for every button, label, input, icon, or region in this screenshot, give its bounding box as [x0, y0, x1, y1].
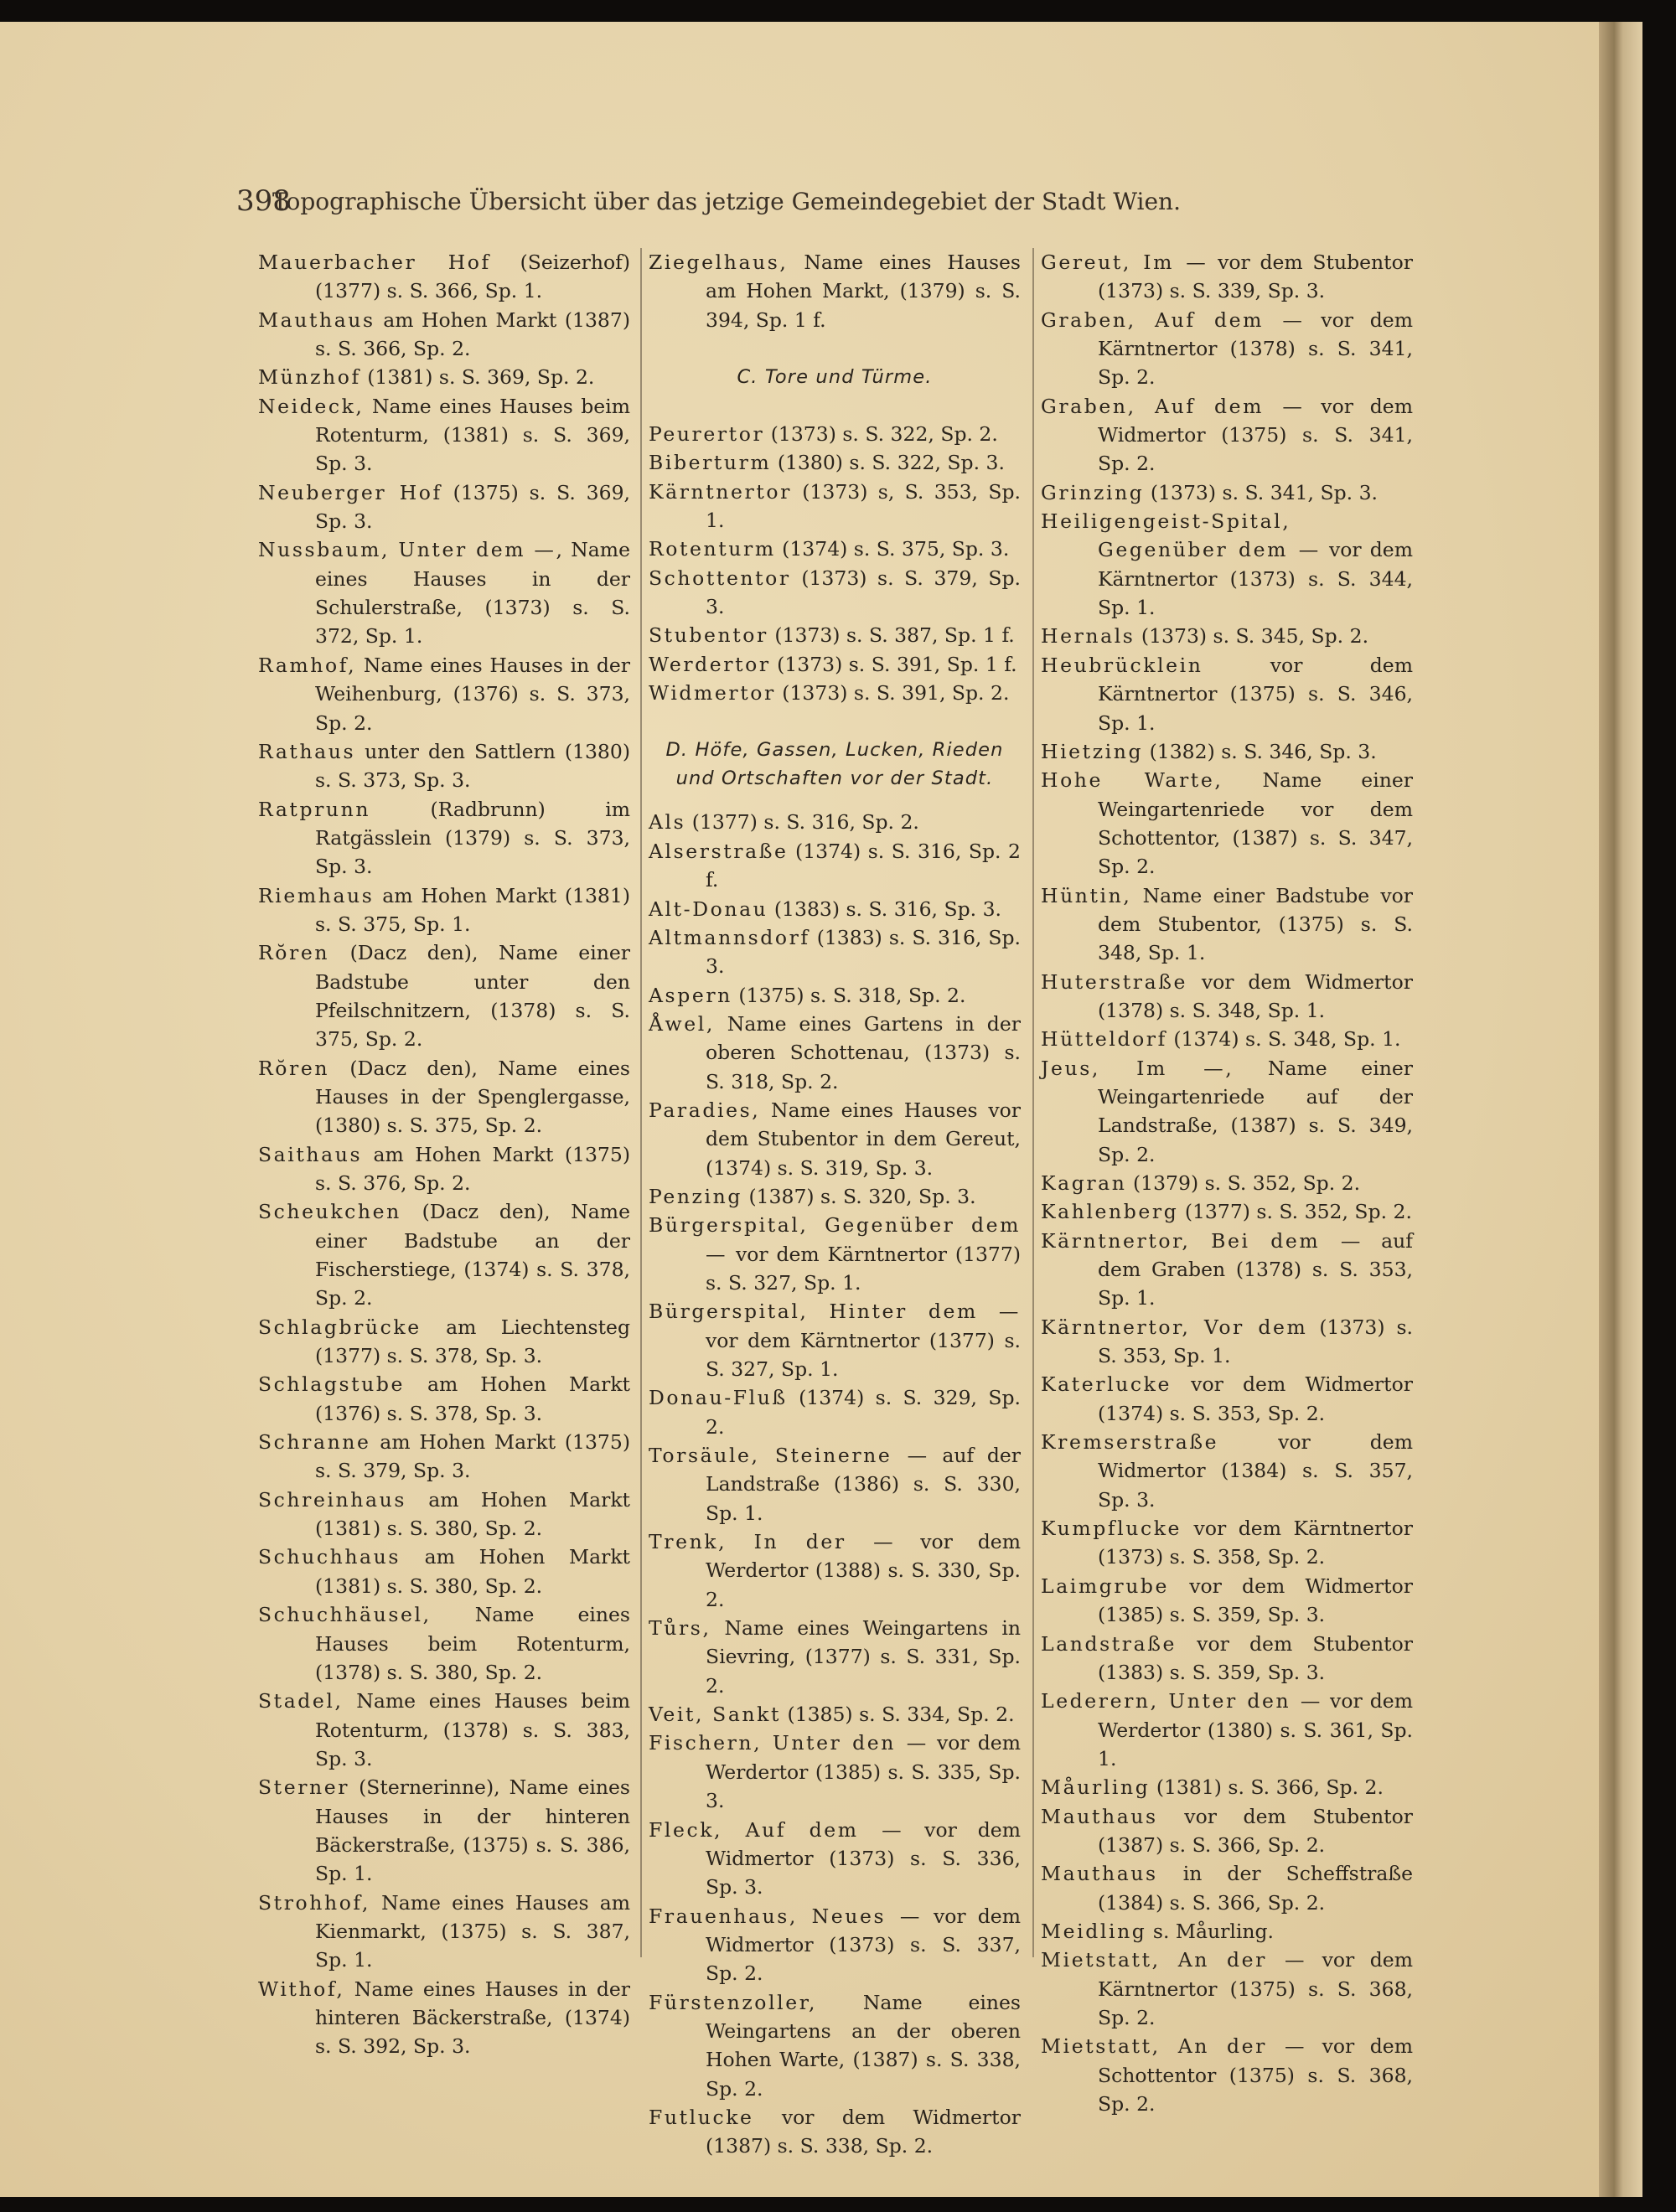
index-entry: [258, 1428, 630, 1486]
entry-headword: Scheukchen: [258, 1200, 401, 1224]
entry-headword: Saithaus: [258, 1142, 363, 1166]
entry-text: am Hohen Markt (1387) s. S. 366, Sp. 2.: [315, 308, 630, 361]
entry-text: vor dem Widmertor (1375) s. S. 341, Sp. 2.: [1098, 394, 1413, 476]
index-entry: [1041, 651, 1413, 737]
entry-headword: Jeus, Im —,: [1041, 1056, 1234, 1080]
entry-text: (1381) s. S. 366, Sp. 2.: [1150, 1775, 1384, 1800]
entry-text: Name eines Hauses in der Weihenburg, (1376) s. S. 373, Sp. 2.: [315, 653, 630, 735]
index-entry: [1041, 1859, 1413, 1917]
index-entry: [258, 392, 630, 478]
index-entry: [649, 1614, 1021, 1700]
entry-text: vor dem Werdertor (1385) s. S. 335, Sp. 3.: [706, 1731, 1021, 1813]
index-entry: [649, 420, 1021, 448]
entry-text: vor dem Widmertor (1384) s. S. 357, Sp. 3.: [1098, 1430, 1413, 1512]
index-entry: [649, 1527, 1021, 1614]
entry-headword: Fleck, Auf dem —: [649, 1817, 904, 1842]
entry-headword: Rŏren: [258, 1056, 330, 1080]
entry-headword: Katerlucke: [1041, 1372, 1172, 1397]
entry-headword: Kagran: [1041, 1171, 1127, 1195]
entry-text: vor dem Kärntnertor (1377) s. S. 327, Sp. 1.: [706, 1328, 1021, 1381]
entry-headword: Hohe Warte,: [1041, 768, 1223, 793]
index-entry: [1041, 968, 1413, 1026]
entry-headword: Withof,: [258, 1977, 345, 2001]
column-3: [1041, 248, 1413, 2118]
index-entry: [649, 808, 1021, 836]
entry-headword: Tůrs,: [649, 1616, 711, 1641]
spacer: [649, 793, 1021, 808]
index-entry: [258, 1054, 630, 1140]
index-entry: [258, 248, 630, 306]
entry-headword: Alserstraße: [649, 839, 789, 863]
entry-headword: Alt-Donau: [649, 897, 768, 921]
entry-text: vor dem Schottentor (1375) s. S. 368, Sp. 2.: [1098, 2034, 1413, 2116]
index-entry: [1041, 766, 1413, 881]
index-entry: [1041, 881, 1413, 968]
entry-text: vor dem Kärntnertor (1373) s. S. 358, Sp. 2.: [1098, 1517, 1413, 1569]
entry-text: (1373) s. S. 391, Sp. 1 f.: [770, 652, 1017, 676]
entry-list: [1041, 248, 1413, 2118]
entry-text: (1380) s. S. 322, Sp. 3.: [771, 451, 1005, 475]
spacer: [649, 391, 1021, 420]
index-entry: [1041, 622, 1413, 650]
entry-headword: Ziegelhaus,: [649, 251, 789, 274]
index-entry: [258, 881, 630, 939]
section-title-d: D. Höfe, Gassen, Lucken, Rieden und Ortschaften vor der Stadt.: [665, 739, 1004, 790]
index-entry: [1041, 737, 1413, 766]
index-entry: [258, 1140, 630, 1198]
entry-list: [649, 248, 1021, 334]
entry-headword: Als: [649, 810, 686, 835]
entry-text: Name eines Gartens in der oberen Schottenau, (1373) s. S. 318, Sp. 2.: [706, 1011, 1021, 1093]
entry-text: (1375) s. S. 318, Sp. 2.: [732, 983, 966, 1007]
entry-headword: Måurling: [1041, 1775, 1151, 1800]
entry-headword: Strohhof,: [258, 1890, 370, 1915]
entry-text: (1373) s. S. 341, Sp. 3.: [1144, 480, 1379, 504]
entry-headword: Fürstenzoller,: [649, 1990, 817, 2014]
entry-text: unter den Sattlern (1380) s. S. 373, Sp. 3.: [315, 739, 630, 793]
index-entry: [258, 1773, 630, 1888]
entry-headword: Rotenturm: [649, 537, 776, 561]
entry-headword: Lederern, Unter den —: [1041, 1689, 1322, 1713]
entry-text: am Hohen Markt (1381) s. S. 380, Sp. 2.: [315, 1545, 630, 1598]
entry-headword: Peurertor: [649, 422, 765, 447]
index-entry: [649, 1096, 1021, 1182]
entry-text: (1373) s. S. 345, Sp. 2.: [1135, 624, 1369, 649]
entry-text: am Hohen Markt (1375) s. S. 379, Sp. 3.: [315, 1430, 630, 1483]
entry-text: Name eines Hauses am Hohen Markt, (1379) s. S. 394, Sp. 1 f.: [706, 251, 1021, 332]
entry-headword: Rŏren: [258, 941, 330, 965]
entry-text: auf der Landstraße (1386) s. S. 330, Sp. 1.: [706, 1444, 1021, 1525]
entry-headword: Mietstatt, An der —: [1041, 1948, 1307, 1972]
entry-text: (1383) s. S. 316, Sp. 3.: [768, 897, 1001, 921]
index-entry: [258, 1197, 630, 1312]
index-entry: [258, 478, 630, 536]
entry-headword: Grinzing: [1041, 480, 1145, 504]
entry-text: (1387) s. S. 320, Sp. 3.: [742, 1184, 976, 1208]
index-entry: [649, 1182, 1021, 1211]
index-entry: [1041, 248, 1413, 306]
entry-text: (1383) s. S. 316, Sp. 3.: [706, 925, 1021, 979]
index-entry: [649, 1383, 1021, 1441]
entry-headword: Veit, Sankt: [649, 1703, 781, 1727]
index-entry: [1041, 306, 1413, 392]
entry-text: am Hohen Markt (1381) s. S. 380, Sp. 2.: [315, 1487, 630, 1541]
index-entry: [258, 795, 630, 881]
index-entry: [1041, 507, 1413, 622]
entry-text: vor dem Widmertor (1385) s. S. 359, Sp. 3.: [1098, 1574, 1413, 1627]
index-entry: [649, 1902, 1021, 1988]
index-entry: [258, 1313, 630, 1371]
entry-headword: Mauerbacher Hof: [258, 251, 491, 274]
entry-headword: Mauthaus: [1041, 1804, 1158, 1828]
index-entry: [649, 837, 1021, 895]
entry-text: (1374) s. S. 316, Sp. 2 f.: [706, 839, 1021, 892]
entry-headword: Torsäule, Steinerne —: [649, 1444, 929, 1468]
entry-headword: Gereut, Im —: [1041, 251, 1208, 274]
book-page: [0, 22, 1642, 2197]
entry-headword: Schlagstube: [258, 1372, 405, 1397]
entry-headword: Laimgrube: [1041, 1574, 1170, 1598]
entry-list: [649, 808, 1021, 2160]
entry-text: vor dem Kärntnertor (1375) s. S. 346, Sp. 1.: [1098, 653, 1413, 735]
index-entry: [1041, 1630, 1413, 1687]
entry-text: Name einer Weingartenriede vor dem Schottentor, (1387) s. S. 347, Sp. 2.: [1098, 768, 1413, 879]
index-entry: [1041, 1313, 1413, 1371]
page-number: 398: [236, 184, 291, 218]
entry-headword: Graben, Auf dem —: [1041, 308, 1305, 332]
column-1: [258, 248, 630, 2061]
index-entry: [649, 478, 1021, 535]
entry-headword: Schranne: [258, 1430, 371, 1455]
entry-text: Name eines Hauses am Kienmarkt, (1375) s. S. 387, Sp. 1.: [315, 1890, 630, 1972]
entry-headword: Bürgerspital, Gegenüber dem —: [649, 1213, 1021, 1266]
running-title: Topographische Übersicht über das jetzige Gemeindegebiet der Stadt Wien.: [272, 188, 1181, 215]
entry-headword: Donau-Fluß: [649, 1386, 788, 1410]
entry-text: vor dem Stubentor (1383) s. S. 359, Sp. 3.: [1098, 1631, 1413, 1684]
index-entry: [649, 1297, 1021, 1383]
index-entry: [649, 1816, 1021, 1902]
entry-text: (1373) s. S. 387, Sp. 1 f.: [768, 623, 1015, 648]
index-entry: [649, 981, 1021, 1010]
entry-headword: Sterner: [258, 1775, 350, 1800]
index-entry: [649, 1700, 1021, 1729]
index-entry: [1041, 2032, 1413, 2118]
index-entry: [649, 1010, 1021, 1096]
index-entry: [258, 938, 630, 1053]
entry-text: vor dem Werdertor (1380) s. S. 361, Sp. 1.: [1098, 1689, 1413, 1770]
entry-text: Name eines Weingartens in Sievring, (1377) s. S. 331, Sp. 2.: [706, 1616, 1021, 1698]
entry-text: vor dem Kärntnertor (1375) s. S. 368, Sp. 2.: [1098, 1948, 1413, 2029]
entry-text: vor dem Werdertor (1388) s. S. 330, Sp. 2.: [706, 1530, 1021, 1611]
index-entry: [649, 1441, 1021, 1527]
spacer: [649, 707, 1021, 736]
entry-headword: Münzhof: [258, 365, 361, 390]
entry-text: (1373) s. S. 322, Sp. 2.: [764, 422, 998, 447]
index-entry: [258, 737, 630, 795]
entry-headword: Schlagbrücke: [258, 1315, 422, 1339]
index-entry: [1041, 1025, 1413, 1053]
entry-text: am Hohen Markt (1375) s. S. 376, Sp. 2.: [315, 1142, 630, 1195]
entry-text: Name einer Badstube vor dem Stubentor, (1375) s. S. 348, Sp. 1.: [1098, 883, 1413, 965]
entry-headword: Graben, Auf dem —: [1041, 394, 1305, 418]
entry-headword: Aspern: [649, 983, 732, 1007]
index-entry: [258, 651, 630, 737]
entry-headword: Futlucke: [649, 2105, 754, 2129]
entry-headword: Stubentor: [649, 623, 768, 648]
index-entry: [649, 448, 1021, 477]
entry-headword: Heubrücklein: [1041, 653, 1203, 677]
index-entry: [1041, 392, 1413, 478]
entry-headword: Kahlenberg: [1041, 1200, 1179, 1224]
index-entry: [258, 1687, 630, 1773]
entry-text: vor dem Stubentor (1387) s. S. 366, Sp. 2.: [1098, 1804, 1413, 1857]
entry-headword: Schuchhaus: [258, 1545, 401, 1569]
index-entry: [649, 923, 1021, 981]
entry-text: vor dem Widmertor (1374) s. S. 353, Sp. 2.: [1098, 1372, 1413, 1425]
index-entry: [258, 1370, 630, 1428]
entry-headword: Widmertor: [649, 681, 776, 705]
entry-text: (Dacz den), Name eines Hauses in der Spenglergasse, (1380) s. S. 375, Sp. 2.: [315, 1056, 630, 1138]
index-entry: [649, 679, 1021, 707]
index-entry: [649, 535, 1021, 563]
entry-headword: Paradies,: [649, 1098, 761, 1122]
entry-headword: Schuchhäusel,: [258, 1603, 432, 1627]
entry-text: (Sternerinne), Name eines Hauses in der hinteren Bäckerstraße, (1375) s. S. 386, Sp. 1.: [315, 1775, 630, 1886]
entry-headword: Meidling: [1041, 1919, 1147, 1943]
entry-headword: Ratprunn: [258, 797, 371, 821]
entry-headword: Penzing: [649, 1184, 742, 1208]
entry-headword: Werdertor: [649, 652, 771, 676]
section-title-c: C. Tore und Türme.: [737, 366, 933, 389]
index-entry: [649, 895, 1021, 923]
spacer: [649, 334, 1021, 363]
entry-text: vor dem Kärntnertor (1378) s. S. 341, Sp. 2.: [1098, 308, 1413, 390]
entry-headword: Riemhaus: [258, 883, 375, 907]
entry-headword: Ramhof,: [258, 653, 357, 677]
entry-text: Name eines Hauses beim Rotenturm, (1378) s. S. 383, Sp. 3.: [315, 1689, 630, 1770]
entry-text: (Dacz den), Name einer Badstube unter den Pfeilschnitzern, (1378) s. S. 375, Sp. 2.: [315, 941, 630, 1052]
entry-text: auf dem Graben (1378) s. S. 353, Sp. 1.: [1098, 1228, 1413, 1310]
entry-text: (Radbrunn) im Ratgässlein (1379) s. S. 373, Sp. 3.: [315, 797, 630, 879]
entry-headword: Kärntnertor, Bei dem —: [1041, 1228, 1363, 1253]
column-rule: [1032, 248, 1034, 1957]
entry-headword: Hütteldorf: [1041, 1027, 1167, 1052]
entry-headword: Hernals: [1041, 624, 1135, 649]
entry-text: (1374) s. S. 375, Sp. 3.: [775, 537, 1010, 561]
entry-text: Name eines Weingartens an der oberen Hohen Warte, (1387) s. S. 338, Sp. 2.: [706, 1990, 1021, 2101]
entry-headword: Mauthaus: [1041, 1862, 1158, 1886]
entry-list: [649, 420, 1021, 707]
entry-headword: Heiligengeist-Spital, Gegenüber dem —: [1041, 509, 1321, 562]
entry-text: (1377) s. S. 352, Sp. 2.: [1178, 1200, 1412, 1224]
index-entry: [649, 1988, 1021, 2103]
entry-text: vor dem Kärntnertor (1377) s. S. 327, Sp. 1.: [706, 1242, 1021, 1295]
index-entry: [258, 306, 630, 364]
entry-text: s. Måurling.: [1146, 1919, 1275, 1943]
index-entry: [1041, 1227, 1413, 1313]
entry-text: Name eines Hauses in der hinteren Bäckerstraße, (1374) s. S. 392, Sp. 3.: [315, 1977, 630, 2059]
entry-text: (1379) s. S. 352, Sp. 2.: [1126, 1171, 1361, 1195]
entry-text: (1373) s, S. 353, Sp. 1.: [706, 479, 1021, 533]
index-entry: [649, 650, 1021, 679]
entry-headword: Neuberger Hof: [258, 480, 442, 504]
column-2: [649, 248, 1021, 2161]
entry-text: (1374) s. S. 348, Sp. 1.: [1166, 1027, 1401, 1052]
entry-headword: Kumpflucke: [1041, 1517, 1182, 1541]
index-entry: [258, 1486, 630, 1543]
entry-headword: Hüntin,: [1041, 883, 1132, 907]
index-entry: [1041, 1370, 1413, 1428]
entry-headword: Frauenhaus, Neues —: [649, 1904, 922, 1928]
entry-text: in der Scheffstraße (1384) s. S. 366, Sp. 2.: [1098, 1862, 1413, 1915]
index-entry: [649, 564, 1021, 622]
entry-text: vor dem Stubentor (1373) s. S. 339, Sp. 3.: [1098, 251, 1414, 303]
entry-text: Name eines Hauses beim Rotenturm, (1378) s. S. 380, Sp. 2.: [315, 1603, 630, 1684]
entry-text: vor dem Widmertor (1378) s. S. 348, Sp. 1.: [1098, 969, 1413, 1022]
entry-headword: Biberturm: [649, 451, 772, 475]
index-entry: [258, 1600, 630, 1687]
index-entry: [1041, 1687, 1413, 1773]
index-entry: [1041, 478, 1413, 507]
entry-text: vor dem Widmertor (1373) s. S. 336, Sp. 3.: [706, 1817, 1021, 1899]
entry-text: (1377) s. S. 316, Sp. 2.: [685, 810, 919, 835]
index-entry: [649, 621, 1021, 649]
entry-headword: Kärntnertor: [649, 479, 792, 504]
entry-text: Name einer Weingartenriede auf der Landstraße, (1387) s. S. 349, Sp. 2.: [1098, 1056, 1413, 1166]
entry-text: Name eines Hauses in der Schulerstraße, (1373) s. S. 372, Sp. 1.: [315, 538, 630, 649]
entry-list: [258, 248, 630, 2061]
entry-text: vor dem Widmertor (1387) s. S. 338, Sp. 2.: [706, 2105, 1021, 2158]
index-entry: [258, 1975, 630, 2061]
index-entry: [258, 363, 630, 391]
index-entry: [1041, 1197, 1413, 1226]
entry-text: Name eines Hauses vor dem Stubentor in dem Gereut, (1374) s. S. 319, Sp. 3.: [706, 1098, 1021, 1180]
entry-headword: Landstraße: [1041, 1631, 1177, 1656]
page-header: [236, 184, 1217, 226]
entry-headword: Nussbaum, Unter dem —,: [258, 538, 565, 562]
column-rule: [640, 248, 642, 1957]
entry-headword: Fischern, Unter den —: [649, 1731, 929, 1755]
index-entry: [1041, 1773, 1413, 1801]
index-entry: [649, 1729, 1021, 1815]
index-entry: [258, 1543, 630, 1600]
index-entry: [649, 2103, 1021, 2161]
index-entry: [1041, 1428, 1413, 1514]
entry-headword: Schreinhaus: [258, 1487, 406, 1512]
index-entry: [1041, 1917, 1413, 1946]
entry-text: (1373) s. S. 391, Sp. 2.: [775, 681, 1010, 705]
entry-text: (Dacz den), Name einer Badstube an der Fischerstiege, (1374) s. S. 378, Sp. 2.: [315, 1200, 630, 1310]
entry-headword: Hietzing: [1041, 739, 1144, 763]
entry-headword: Neideck,: [258, 394, 365, 418]
entry-text: (1373) s. S. 379, Sp. 3.: [706, 566, 1021, 619]
entry-text: (1375) s. S. 369, Sp. 3.: [315, 480, 631, 534]
entry-headword: Schottentor: [649, 566, 791, 590]
index-entry: [1041, 1514, 1413, 1572]
index-entry: [1041, 1572, 1413, 1630]
entry-headword: Rathaus: [258, 739, 356, 763]
entry-headword: Huterstraße: [1041, 969, 1188, 994]
entry-text: (Seizerhof) (1377) s. S. 366, Sp. 1.: [315, 251, 630, 303]
index-entry: [649, 248, 1021, 334]
index-entry: [1041, 1054, 1413, 1169]
entry-text: am Liechtensteg (1377) s. S. 378, Sp. 3.: [315, 1315, 630, 1368]
entry-text: Name eines Hauses beim Rotenturm, (1381) s. S. 369, Sp. 3.: [315, 394, 630, 476]
index-entry: [1041, 1946, 1413, 2032]
entry-text: (1374) s. S. 329, Sp. 2.: [706, 1386, 1021, 1439]
entry-text: vor dem Kärntnertor (1373) s. S. 344, Sp. 1.: [1098, 538, 1413, 620]
index-entry: [258, 535, 630, 650]
entry-headword: Mauthaus: [258, 308, 375, 332]
index-entry: [1041, 1802, 1413, 1860]
entry-headword: Åwel,: [649, 1011, 715, 1036]
entry-text: (1385) s. S. 334, Sp. 2.: [780, 1703, 1015, 1727]
entry-headword: Bürgerspital, Hinter dem —: [649, 1300, 1021, 1324]
entry-text: vor dem Widmertor (1373) s. S. 337, Sp. 2.: [706, 1904, 1021, 1986]
entry-text: am Hohen Markt (1376) s. S. 378, Sp. 3.: [315, 1372, 630, 1425]
index-entry: [258, 1889, 630, 1975]
entry-headword: Kremserstraße: [1041, 1430, 1219, 1455]
page-gutter: [1599, 22, 1642, 2197]
entry-headword: Altmannsdorf: [649, 925, 810, 949]
entry-text: (1373) s. S. 353, Sp. 1.: [1098, 1315, 1413, 1368]
entry-headword: Stadel,: [258, 1689, 344, 1713]
entry-text: (1382) s. S. 346, Sp. 3.: [1143, 739, 1377, 763]
entry-headword: Mietstatt, An der —: [1041, 2034, 1307, 2059]
entry-text: (1381) s. S. 369, Sp. 2.: [360, 365, 595, 390]
entry-headword: Kärntnertor, Vor dem: [1041, 1315, 1308, 1339]
entry-headword: Trenk, In der —: [649, 1530, 896, 1554]
index-entry: [649, 1211, 1021, 1297]
index-entry: [1041, 1169, 1413, 1197]
entry-text: am Hohen Markt (1381) s. S. 375, Sp. 1.: [315, 883, 630, 936]
